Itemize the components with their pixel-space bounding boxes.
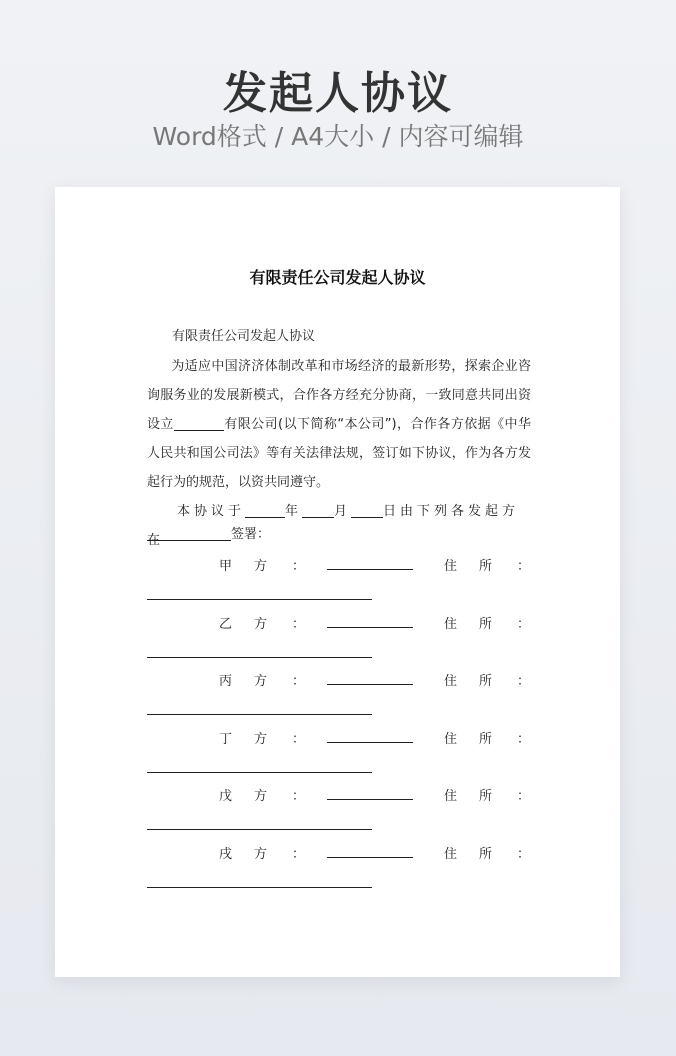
blank-year[interactable] bbox=[245, 503, 285, 518]
party-name: 甲方 bbox=[219, 559, 290, 574]
party-row bbox=[147, 670, 531, 728]
sign-year: 年 bbox=[285, 504, 303, 519]
address-label: 住所 bbox=[444, 616, 515, 632]
party-row bbox=[147, 728, 531, 786]
document-page bbox=[55, 187, 620, 977]
sign-signed: 签署： bbox=[231, 527, 271, 542]
sign-prefix: 本协议于 bbox=[177, 504, 246, 519]
address-blank[interactable] bbox=[147, 829, 372, 830]
party-colon: ： bbox=[292, 559, 306, 574]
party-colon: ： bbox=[292, 674, 306, 689]
page-title: 发起人协议 bbox=[223, 68, 453, 119]
address-colon: ： bbox=[517, 731, 531, 747]
blank-month[interactable] bbox=[302, 503, 334, 518]
address-blank[interactable] bbox=[147, 887, 372, 888]
address-blank[interactable] bbox=[147, 599, 372, 600]
party-representative-blank[interactable] bbox=[327, 627, 413, 628]
party-name: 戌方 bbox=[219, 846, 290, 862]
page-subtitle: Word格式 / A4大小 / 内容可编辑 bbox=[152, 122, 524, 151]
party-colon: ： bbox=[292, 616, 306, 632]
blank-day[interactable] bbox=[351, 503, 383, 518]
document-paragraph bbox=[147, 352, 531, 497]
party-row bbox=[147, 555, 531, 613]
address-colon: ： bbox=[517, 616, 531, 632]
address-colon: ： bbox=[517, 674, 531, 689]
address-colon: ： bbox=[517, 559, 531, 574]
address-blank[interactable] bbox=[147, 772, 372, 773]
party-name: 乙方 bbox=[219, 616, 290, 632]
address-blank[interactable] bbox=[147, 657, 372, 658]
sign-month: 月 bbox=[334, 504, 352, 519]
party-colon: ： bbox=[292, 789, 306, 804]
document-title: 有限责任公司发起人协议 bbox=[249, 268, 426, 287]
party-representative-blank[interactable] bbox=[327, 569, 413, 570]
document-heading-line: 有限责任公司发起人协议 bbox=[172, 329, 316, 344]
address-label: 住所 bbox=[444, 674, 515, 689]
address-label: 住所 bbox=[444, 559, 515, 574]
party-name: 戊方 bbox=[219, 789, 290, 804]
paragraph-part1: 为适应中国济济体制改革和市场经济的最新形势，探索企业咨询服务业的发展新模式，合作各方经充分协商，一致同意共同出资设立 bbox=[147, 359, 531, 432]
party-representative-blank[interactable] bbox=[327, 684, 413, 685]
party-representative-blank[interactable] bbox=[327, 742, 413, 743]
party-colon: ： bbox=[292, 731, 306, 747]
address-blank[interactable] bbox=[147, 714, 372, 715]
party-row bbox=[147, 785, 531, 843]
party-name: 丁方 bbox=[219, 731, 290, 747]
party-row bbox=[147, 843, 531, 901]
blank-location[interactable] bbox=[147, 526, 231, 541]
party-representative-blank[interactable] bbox=[327, 857, 413, 858]
address-label: 住所 bbox=[444, 846, 515, 862]
address-colon: ： bbox=[517, 846, 531, 862]
paragraph-part2: 有限公司(以下简称“本公司”)，合作各方依据《中华人民共和国公司法》等有关法律法规，签订如下协议，作为各方发起行为的规范，以资共同遵守。 bbox=[147, 417, 531, 490]
blank-company-name[interactable] bbox=[174, 416, 224, 431]
address-colon: ： bbox=[517, 789, 531, 804]
party-row bbox=[147, 613, 531, 671]
party-representative-blank[interactable] bbox=[327, 799, 413, 800]
sign-intro-line2 bbox=[147, 523, 270, 542]
party-name: 丙方 bbox=[219, 674, 290, 689]
party-colon: ： bbox=[292, 846, 306, 862]
address-label: 住所 bbox=[444, 789, 515, 804]
sign-suffix: 日由下列各发起方在 bbox=[147, 504, 520, 548]
address-label: 住所 bbox=[444, 731, 515, 747]
